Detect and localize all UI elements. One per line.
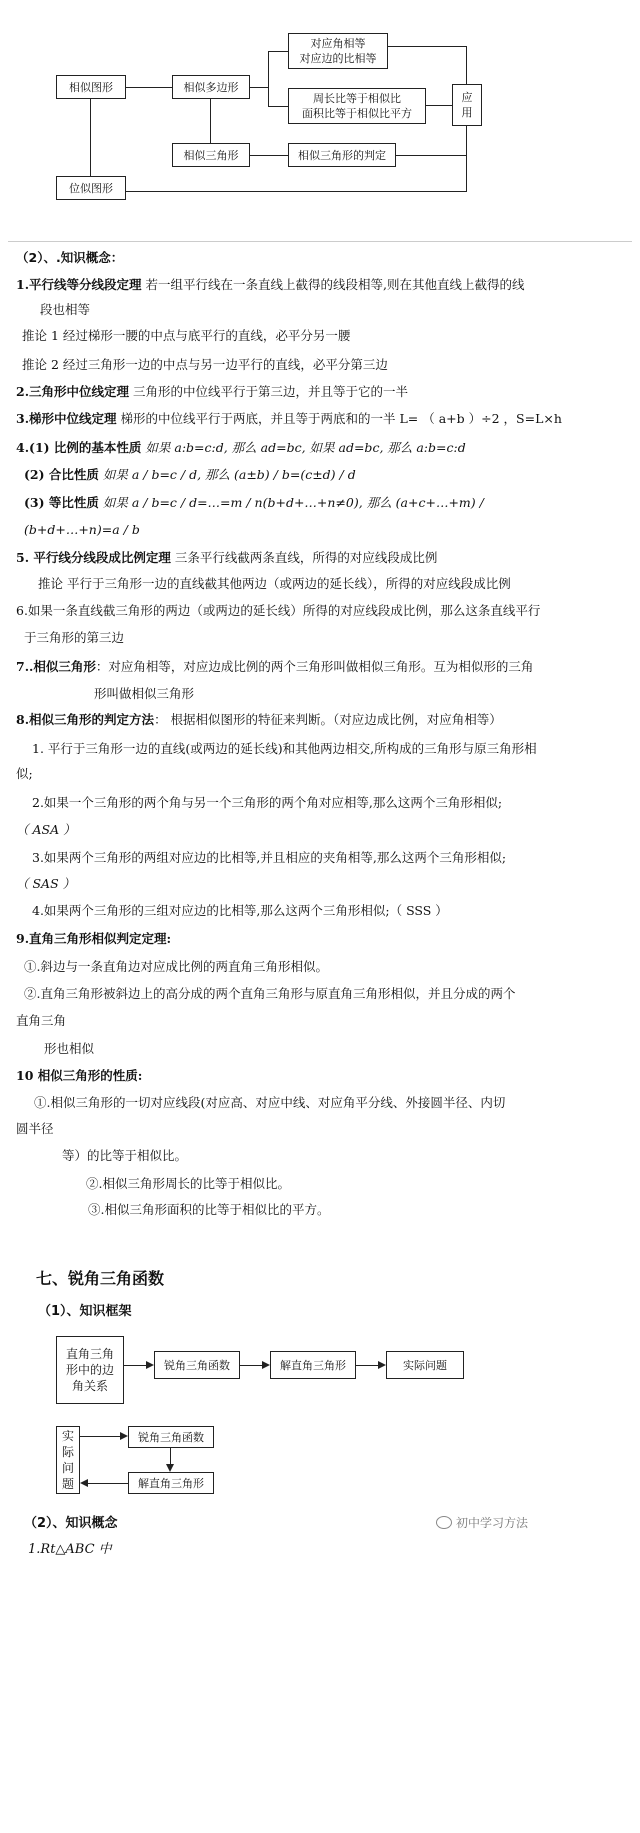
text-line: （ ASA ） bbox=[16, 822, 76, 837]
text-line: 7..相似三角形：对应角相等，对应边成比例的两个三角形叫做相似三角形。互为相似形的三角 bbox=[16, 659, 534, 674]
connector bbox=[90, 99, 91, 176]
arrow-head bbox=[146, 1361, 154, 1369]
text-line: 1. 平行于三角形一边的直线(或两边的延长线)和其他两边相交,所构成的三角形与原三角形相 bbox=[32, 741, 537, 756]
connector bbox=[210, 99, 211, 143]
box-corresponding-angles: 对应角相等 对应边的比相等 bbox=[288, 33, 388, 69]
box-similar-polygons: 相似多边形 bbox=[172, 75, 250, 99]
watermark: 初中学习方法 bbox=[436, 1514, 528, 1531]
box-actual-problem-vertical: 实 际 问 题 bbox=[56, 1426, 80, 1494]
arrow-head bbox=[80, 1479, 88, 1487]
arrow-head bbox=[120, 1432, 128, 1440]
text-line: (3) 等比性质 如果 a / b=c / d=…=m / n(b+d+…+n≠0), 那么 (a+c+…+m) / bbox=[24, 495, 484, 510]
text-line: ③.相似三角形面积的比等于相似比的平方。 bbox=[88, 1202, 330, 1217]
text-line: 10 相似三角形的性质: bbox=[16, 1068, 143, 1083]
text-line: 5. 平行线分线段成比例定理 三条平行线截两条直线，所得的对应线段成比例 bbox=[16, 550, 438, 565]
section7-sub1: （1）、知识框架 bbox=[38, 1304, 132, 1319]
connector bbox=[250, 87, 268, 88]
arrow-line bbox=[124, 1365, 146, 1366]
section7-sub2: （2）、知识概念 bbox=[24, 1516, 118, 1531]
box-perimeter-area-ratio: 周长比等于相似比 面积比等于相似比平方 bbox=[288, 88, 426, 124]
text-line: 于三角形的第三边 bbox=[24, 630, 125, 645]
arrow-head bbox=[166, 1464, 174, 1472]
text-line: 形叫做相似三角形 bbox=[94, 686, 195, 701]
connector bbox=[268, 106, 288, 107]
connector bbox=[268, 51, 269, 106]
arrow-head bbox=[378, 1361, 386, 1369]
connector bbox=[388, 46, 466, 47]
text-line: 8.相似三角形的判定方法： 根据相似图形的特征来判断。（对应边成比例，对应角相等） bbox=[16, 712, 502, 727]
connector bbox=[126, 191, 467, 192]
section7-last-line: 1.Rt△ABC 中 bbox=[28, 1542, 112, 1557]
text-line: ②.相似三角形周长的比等于相似比。 bbox=[86, 1176, 290, 1191]
arrow-line bbox=[88, 1483, 128, 1484]
text-line: ①.斜边与一条直角边对应成比例的两直角三角形相似。 bbox=[24, 959, 328, 974]
box-triangle-judgement: 相似三角形的判定 bbox=[288, 143, 396, 167]
box-solve-right-triangle: 解直角三角形 bbox=[270, 1351, 356, 1379]
text-line: 2.如果一个三角形的两个角与另一个三角形的两个角对应相等,那么这两个三角形相似; bbox=[32, 795, 503, 810]
text-line: 推论 1 经过梯形一腰的中点与底平行的直线，必平分另一腰 bbox=[22, 328, 351, 343]
text-line: 4.如果两个三角形的三组对应边的比相等,那么这两个三角形相似;（ SSS ） bbox=[32, 903, 448, 918]
text-line: 推论 2 经过三角形一边的中点与另一边平行的直线，必平分第三边 bbox=[22, 357, 388, 372]
arrow-head bbox=[262, 1361, 270, 1369]
box-similar-figures: 相似图形 bbox=[56, 75, 126, 99]
arrow-line bbox=[80, 1436, 120, 1437]
text-line: 3.梯形中位线定理 梯形的中位线平行于两底，并且等于两底和的一半 L= （ a+b ）÷2 ，S=L×h bbox=[16, 411, 562, 426]
text-line: 9.直角三角形相似判定定理: bbox=[16, 931, 172, 946]
text-line: 推论 平行于三角形一边的直线截其他两边（或两边的延长线），所得的对应线段成比例 bbox=[38, 576, 511, 591]
connector bbox=[396, 155, 466, 156]
connector bbox=[466, 46, 467, 84]
connector bbox=[466, 126, 467, 192]
connector bbox=[268, 51, 288, 52]
text-line: 1.平行线等分线段定理 若一组平行线在一条直线上截得的线段相等,则在其他直线上截得的线 bbox=[16, 277, 525, 292]
text-line: 直角三角 bbox=[16, 1013, 67, 1028]
box-right-triangle-relations: 直角三角 形中的边 角关系 bbox=[56, 1336, 124, 1404]
box-solve-right-triangle-2: 解直角三角形 bbox=[128, 1472, 214, 1494]
text-line: 6.如果一条直线截三角形的两边（或两边的延长线）所得的对应线段成比例，那么这条直线平行 bbox=[16, 603, 541, 618]
text-line: 4.(1) 比例的基本性质 如果 a:b=c:d, 那么 ad=bc, 如果 ad=bc, 那么 a:b=c:d bbox=[16, 440, 466, 455]
connector bbox=[426, 105, 452, 106]
text-line: ①.相似三角形的一切对应线段(对应高、对应中线、对应角平分线、外接圆半径、内切 bbox=[34, 1095, 506, 1110]
text-line: 似; bbox=[16, 766, 33, 781]
box-acute-trig: 锐角三角函数 bbox=[154, 1351, 240, 1379]
text-line: 圆半径 bbox=[16, 1121, 54, 1136]
text-line: (2) 合比性质 如果 a / b=c / d, 那么 (a±b) / b=(c±d) / d bbox=[24, 467, 356, 482]
connector bbox=[126, 87, 172, 88]
box-actual-problem: 实际问题 bbox=[386, 1351, 464, 1379]
text-line: 段也相等 bbox=[40, 302, 91, 317]
box-position-figures: 位似图形 bbox=[56, 176, 126, 200]
text-line: 3.如果两个三角形的两组对应边的比相等,并且相应的夹角相等,那么这两个三角形相似; bbox=[32, 850, 507, 865]
part2-heading: （2）、.知识概念： bbox=[16, 250, 124, 265]
text-line: （ SAS ） bbox=[16, 876, 76, 891]
box-similar-triangles: 相似三角形 bbox=[172, 143, 250, 167]
text-line: 2.三角形中位线定理 三角形的中位线平行于第三边，并且等于它的一半 bbox=[16, 384, 409, 399]
arrow-line bbox=[240, 1365, 262, 1366]
wechat-icon bbox=[436, 1516, 452, 1529]
connector bbox=[250, 155, 288, 156]
arrow-line bbox=[356, 1365, 378, 1366]
section-divider bbox=[8, 241, 632, 242]
text-line: (b+d+…+n)=a / b bbox=[24, 522, 140, 537]
text-line: 形也相似 bbox=[44, 1041, 95, 1056]
text-line: ②.直角三角形被斜边上的高分成的两个直角三角形与原直角三角形相似，并且分成的两个 bbox=[24, 986, 516, 1001]
section7-title: 七、锐角三角函数 bbox=[36, 1269, 165, 1288]
text-line: 等）的比等于相似比。 bbox=[62, 1148, 188, 1163]
box-application: 应 用 bbox=[452, 84, 482, 126]
arrow-line bbox=[170, 1448, 171, 1464]
box-acute-trig-2: 锐角三角函数 bbox=[128, 1426, 214, 1448]
